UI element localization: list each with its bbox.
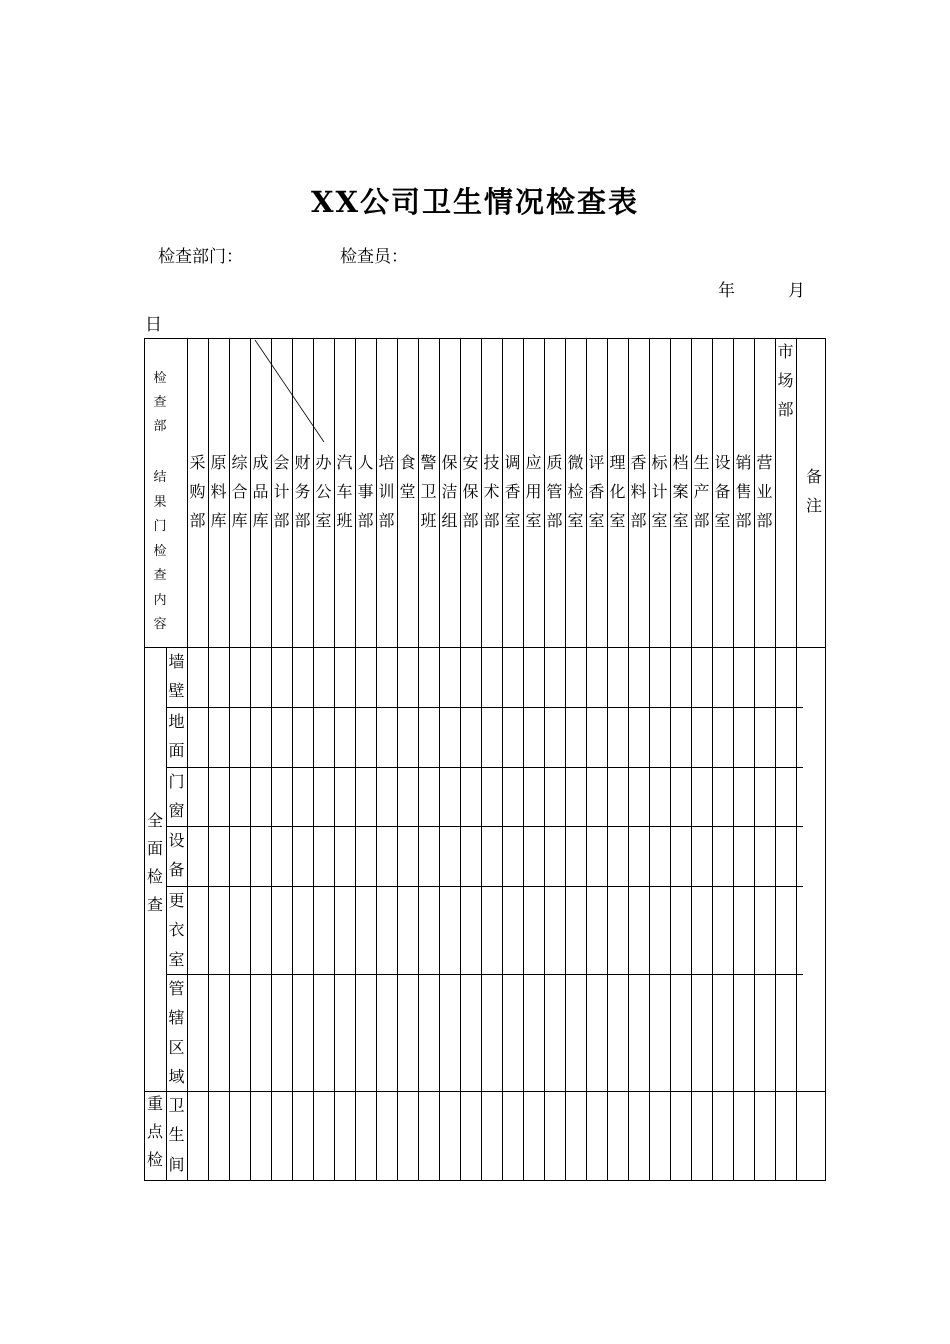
- department-header: 采 购 部: [189, 453, 206, 530]
- department-header: 人 事 部: [357, 453, 374, 530]
- department-header: 标 计 室: [651, 453, 668, 530]
- item-label: 管 辖 区 域: [168, 979, 185, 1086]
- year-label: 年: [718, 281, 735, 301]
- department-header: 调 香 室: [504, 453, 521, 530]
- department-header: 会 计 部: [273, 453, 290, 530]
- department-header: 理 化 室: [609, 453, 626, 530]
- department-header: 评 香 室: [588, 453, 605, 530]
- department-header: 微 检 室: [567, 453, 584, 530]
- item-label: 卫 生 间: [168, 1096, 185, 1174]
- item-label: 设 备: [168, 831, 185, 880]
- group-label: 全 面 检 查: [146, 811, 163, 914]
- table-border-left: [144, 338, 145, 1181]
- department-header: 应 用 室: [525, 453, 542, 530]
- document-title: XX公司卫生情况检查表: [310, 185, 639, 219]
- department-header: 技 术 部: [483, 453, 500, 530]
- department-header: 综 合 库: [231, 453, 248, 530]
- department-header: 香 料 部: [630, 453, 647, 530]
- table-row-line: [166, 974, 803, 975]
- department-header: 销 售 部: [735, 453, 752, 530]
- item-label: 更 衣 室: [168, 891, 185, 969]
- inspector-label: 检查员：: [340, 247, 408, 267]
- department-header: 财 务 部: [294, 453, 311, 530]
- department-column-line: [775, 338, 776, 1180]
- header-divider: [144, 647, 825, 648]
- department-header: 安 保 部: [462, 453, 479, 530]
- group-label: 重 点 检: [146, 1094, 163, 1169]
- department-header: 食 堂: [399, 453, 416, 501]
- department-header: 成 品 库: [252, 453, 269, 530]
- month-label: 月: [788, 281, 805, 301]
- table-row-line: [144, 1091, 825, 1092]
- table-border-bottom: [144, 1180, 826, 1181]
- department-column-line: [796, 338, 797, 1180]
- table-border-top: [144, 338, 826, 339]
- department-header: 原 料 库: [210, 453, 227, 530]
- department-header: 设 备 室: [714, 453, 731, 530]
- dept-label: 检查部门：: [158, 247, 243, 267]
- department-header: 办 公 室: [315, 453, 332, 530]
- table-row-line: [166, 886, 803, 887]
- table-border-right: [825, 338, 826, 1181]
- department-header: 市 场 部: [777, 342, 794, 419]
- remarks-header: 备 注: [805, 467, 822, 515]
- item-label: 门 窗: [168, 772, 185, 821]
- item-label: 墙 壁: [168, 652, 185, 701]
- department-header: 汽 车 班: [336, 453, 353, 530]
- item-label: 地 面: [168, 712, 185, 761]
- department-header: 警 卫 班: [420, 453, 437, 530]
- table-row-line: [166, 707, 803, 708]
- department-header: 营 业 部: [756, 453, 773, 530]
- corner-top-label: 检 查 部: [153, 371, 167, 434]
- department-header: 保 洁 组: [441, 453, 458, 530]
- department-header: 生 产 部: [693, 453, 710, 530]
- corner-bottom-label: 结 果 门 检 查 内 容: [153, 470, 167, 632]
- department-header: 档 案 室: [672, 453, 689, 530]
- table-row-line: [166, 767, 803, 768]
- department-header: 质 管 部: [546, 453, 563, 530]
- department-header: 培 训 部: [378, 453, 395, 530]
- day-label: 日: [145, 315, 162, 335]
- table-row-line: [166, 826, 803, 827]
